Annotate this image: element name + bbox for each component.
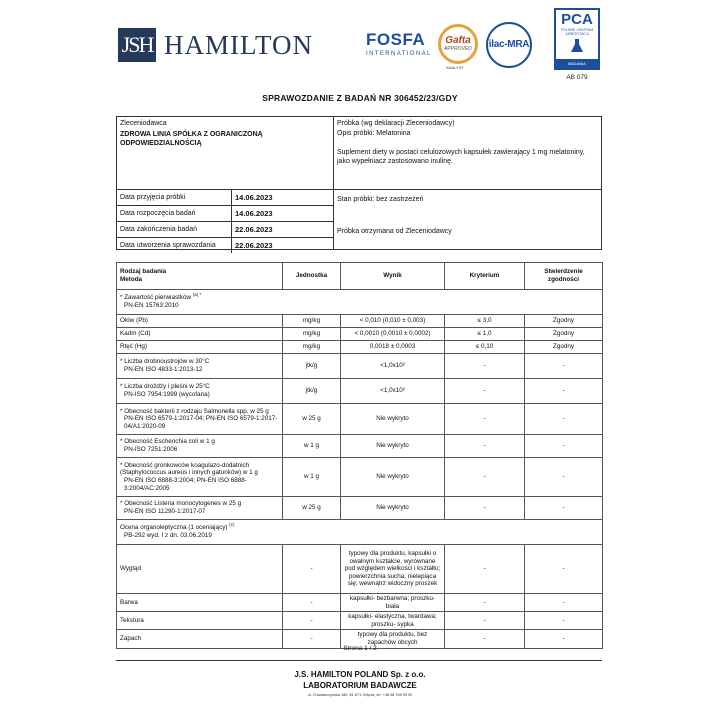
- test-criterion: -: [445, 545, 525, 594]
- col-criterion-header: Kryterium: [445, 263, 525, 290]
- test-name-cell: [117, 497, 283, 520]
- test-conformity: Zgodny: [525, 315, 603, 328]
- col-result-header: Wynik: [341, 263, 445, 290]
- test-conformity: Zgodny: [525, 341, 603, 354]
- test-name: Tekstura: [117, 612, 283, 630]
- date-label: Data utworzenia sprawozdania: [120, 242, 216, 249]
- test-conformity: -: [525, 458, 603, 497]
- test-method: PN-EN ISO 6579-1:2017-04; PN-EN ISO 6579-1:2017-04/A1:2020-09: [124, 415, 278, 430]
- test-unit: mg/kg: [283, 341, 341, 354]
- table-row: [117, 328, 603, 341]
- test-name-cell: [117, 435, 283, 458]
- sample-received: Próbka otrzymana od Zleceniodawcy: [337, 228, 452, 235]
- footer-company: J.S. HAMILTON POLAND Sp. z o.o.: [294, 670, 426, 679]
- test-criterion: -: [445, 612, 525, 630]
- test-name-cell: [117, 404, 283, 435]
- table-row: [117, 404, 603, 435]
- test-conformity: -: [525, 404, 603, 435]
- test-criterion: ≤ 0,10: [445, 341, 525, 354]
- test-criterion: -: [445, 379, 525, 404]
- section-title: * Zawartość pierwiastków: [120, 294, 192, 302]
- test-conformity: -: [525, 435, 603, 458]
- test-criterion: -: [445, 497, 525, 520]
- test-method: PN-EN ISO 11290-1:2017-07: [124, 508, 206, 515]
- test-method: PN-ISO 7251:2006: [124, 446, 178, 453]
- section-cell: [117, 520, 603, 545]
- test-name: Ołów (Pb): [117, 315, 283, 328]
- test-name: * Obecność gronkowców koagulazo-dodatnich (Staphylococcus aureus i innych gatunków) w 1 g: [120, 461, 258, 477]
- ilac-name: ilac-MRA: [488, 39, 530, 50]
- gafta-name: Gafta: [445, 35, 471, 46]
- test-result: <1,0x10²: [341, 379, 445, 404]
- pca-sub: POLSKIE CENTRUM AKREDYTACJI: [560, 28, 594, 36]
- hamilton-logo-mark: JSH: [118, 28, 156, 62]
- test-result: kapsułki- elastyczna, twardawa; proszku- sypka: [341, 612, 445, 630]
- table-row: [117, 435, 603, 458]
- test-name-cell: [117, 354, 283, 379]
- test-method: PN-ISO 7954:1999 (wycofana): [124, 391, 210, 398]
- test-method: PN-EN ISO 6888-3:2004; PN-EN ISO 6888-3:2004/AC:2005: [124, 477, 247, 492]
- section-method: PB-292 wyd. I z dn. 03.06.2019: [124, 531, 212, 539]
- report-header: [0, 0, 720, 90]
- test-result: < 0,010 (0,010 ± 0,003): [341, 315, 445, 328]
- test-criterion: -: [445, 630, 525, 648]
- dates-table: [117, 190, 333, 253]
- test-result: kapsułki- bezbarwna; proszku- biała: [341, 594, 445, 612]
- fosfa-logo: [366, 30, 432, 57]
- test-unit: w 25 g: [283, 404, 341, 435]
- table-row: [117, 594, 603, 612]
- test-conformity: -: [525, 545, 603, 594]
- client-label: Zleceniodawca: [120, 120, 167, 127]
- test-result: < 0,0010 (0,0010 ± 0,0002): [341, 328, 445, 341]
- date-label: Data zakończenia badań: [120, 226, 198, 233]
- test-conformity: -: [525, 630, 603, 648]
- test-name: Barwa: [117, 594, 283, 612]
- pca-name: PCA: [561, 11, 593, 28]
- test-result: typowy dla produktu, kapsułki o owalnym kształcie, wyrównane pod względem wielkości i kształtu; powierzchnia sucha, nielepiąca się; wewnątrz widoczny proszek: [341, 545, 445, 594]
- test-name: * Obecność bakterii z rodzaju Salmonella spp. w 25 g: [120, 407, 269, 415]
- section-cell: [117, 290, 603, 315]
- test-result: 0,0018 ± 0,0003: [341, 341, 445, 354]
- ilac-mra-logo: [486, 22, 532, 68]
- test-unit: jtk/g: [283, 379, 341, 404]
- test-criterion: ≤ 3,0: [445, 315, 525, 328]
- test-result: <1,0x10²: [341, 354, 445, 379]
- date-value: 14.06.2023: [235, 209, 273, 218]
- col-conformity-header: Stwierdzenie zgodności: [525, 263, 603, 290]
- date-row: [117, 238, 333, 253]
- test-conformity: -: [525, 497, 603, 520]
- date-row: [117, 222, 333, 238]
- table-row: [117, 497, 603, 520]
- test-criterion: -: [445, 354, 525, 379]
- test-name: Zapach: [117, 630, 283, 648]
- test-name: Kadm (Cd): [117, 328, 283, 341]
- pca-band: BADANIA: [556, 59, 598, 68]
- gafta-logo: [438, 24, 478, 64]
- accreditation-number: AB 079: [566, 74, 588, 81]
- footer-address: ul. Chwaszczyńska 180, 81-571 Gdynia, tel. +48 58 766 99 00: [307, 693, 413, 697]
- test-result: Nie wykryto: [341, 497, 445, 520]
- client-name: ZDROWA LINIA SPÓŁKA Z OGRANICZONĄ ODPOWIEDZIALNOŚCIĄ: [120, 131, 263, 147]
- table-row: [117, 612, 603, 630]
- test-unit: jtk/g: [283, 354, 341, 379]
- test-criterion: -: [445, 435, 525, 458]
- test-conformity: -: [525, 594, 603, 612]
- date-value: 22.06.2023: [235, 225, 273, 234]
- test-unit: mg/kg: [283, 315, 341, 328]
- test-unit: w 1 g: [283, 435, 341, 458]
- section-title: Ocena organoleptyczna (1 oceniający): [120, 524, 228, 532]
- section-row: [117, 290, 603, 315]
- test-name: * Obecność Listeria monocytogenes w 25 g: [120, 500, 242, 508]
- test-result: Nie wykryto: [341, 404, 445, 435]
- test-name: * Obecność Escherichia coli w 1 g: [120, 438, 215, 446]
- test-conformity: -: [525, 354, 603, 379]
- test-method: PN-EN ISO 4833-1:2013-12: [124, 366, 203, 373]
- section-method: PN-EN 15763:2010: [124, 301, 179, 309]
- test-name-cell: [117, 458, 283, 497]
- test-unit: -: [283, 612, 341, 630]
- date-value: 14.06.2023: [235, 193, 273, 202]
- test-unit: -: [283, 545, 341, 594]
- test-unit: w 25 g: [283, 497, 341, 520]
- section-row: [117, 520, 603, 545]
- sample-state: Stan próbki: bez zastrzeżeń: [337, 196, 424, 203]
- section-sup: (c): [229, 522, 235, 527]
- table-row: [117, 341, 603, 354]
- test-criterion: ≤ 1,0: [445, 328, 525, 341]
- info-box: [116, 116, 602, 250]
- test-unit: -: [283, 630, 341, 648]
- test-result: typowy dla produktu, bez zapachów obcych: [341, 630, 445, 648]
- gafta-foot: ANALYST: [446, 65, 464, 70]
- page-number: Strona 1 / 2: [343, 645, 377, 652]
- test-name: Wygląd: [117, 545, 283, 594]
- gafta-sub: APPROVED: [444, 46, 472, 52]
- date-value: 22.06.2023: [235, 241, 273, 250]
- report-title: SPRAWOZDANIE Z BADAŃ NR 306452/23/GDY: [262, 93, 458, 103]
- table-row: [117, 315, 603, 328]
- table-row: [117, 354, 603, 379]
- test-name-cell: [117, 379, 283, 404]
- table-row: [117, 545, 603, 594]
- section-sup: (a) *: [192, 292, 202, 297]
- test-unit: -: [283, 594, 341, 612]
- table-row: [117, 458, 603, 497]
- date-row: [117, 190, 333, 206]
- flask-icon: [569, 38, 585, 54]
- table-row: [117, 379, 603, 404]
- col-type-header: Rodzaj badania Metoda: [117, 263, 283, 290]
- col-unit-header: Jednostka: [283, 263, 341, 290]
- test-name: * Liczba drożdży i pleśni w 25°C: [120, 383, 210, 391]
- footer-lab: LABORATORIUM BADAWCZE: [303, 681, 417, 690]
- test-unit: mg/kg: [283, 328, 341, 341]
- pca-accreditation-logo: [554, 8, 600, 70]
- fosfa-name: FOSFA: [366, 30, 426, 49]
- test-unit: w 1 g: [283, 458, 341, 497]
- test-criterion: -: [445, 404, 525, 435]
- results-table: [116, 262, 603, 649]
- fosfa-sub: INTERNATIONAL: [366, 51, 432, 57]
- sample-text: Suplement diety w postaci celulozowych kapsułek zawierający 1 mg melatoniny, jako wypełniacz zastosowano inulinę.: [337, 149, 585, 165]
- sample-heading: Próbka (wg deklaracji Zleceniodawcy): [337, 120, 455, 127]
- test-criterion: -: [445, 594, 525, 612]
- test-result: Nie wykryto: [341, 458, 445, 497]
- test-result: Nie wykryto: [341, 435, 445, 458]
- test-name: Rtęć (Hg): [117, 341, 283, 354]
- date-label: Data przyjęcia próbki: [120, 194, 186, 201]
- hamilton-logo-text: HAMILTON: [164, 30, 314, 60]
- table-header-row: [117, 263, 603, 290]
- test-criterion: -: [445, 458, 525, 497]
- date-label: Data rozpoczęcia badań: [120, 210, 196, 217]
- test-name: * Liczba drobnoustrojów w 30°C: [120, 358, 210, 366]
- test-conformity: -: [525, 612, 603, 630]
- test-conformity: -: [525, 379, 603, 404]
- sample-description: Opis próbki: Melatonina: [337, 130, 411, 137]
- date-row: [117, 206, 333, 222]
- test-conformity: Zgodny: [525, 328, 603, 341]
